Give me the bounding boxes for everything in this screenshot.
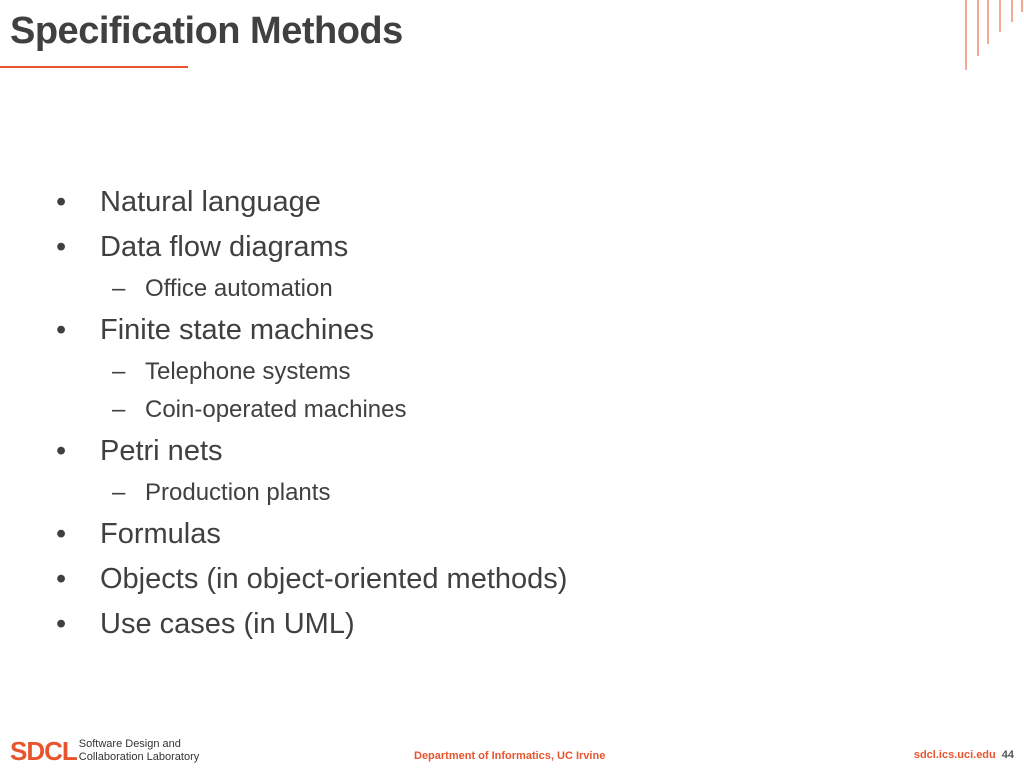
footer-site-url: sdcl.ics.uci.edu bbox=[913, 749, 996, 761]
sub-bullet-item bbox=[56, 353, 567, 391]
dash-marker: – bbox=[112, 479, 126, 506]
bullet-item bbox=[56, 180, 567, 225]
bullet-item bbox=[56, 308, 567, 353]
bullet-marker: • bbox=[56, 186, 67, 218]
bullet-marker: • bbox=[56, 518, 67, 550]
sub-bullet-text: Coin-operated machines bbox=[145, 396, 407, 423]
dash-marker: – bbox=[112, 396, 126, 423]
bullet-text: Finite state machines bbox=[100, 314, 375, 346]
bullet-marker: • bbox=[56, 435, 67, 467]
bullet-marker: • bbox=[56, 231, 67, 263]
title-underline bbox=[0, 66, 188, 68]
bullet-item bbox=[56, 225, 567, 270]
dash-marker: – bbox=[112, 275, 126, 302]
footer-department: Department of Informatics, UC Irvine bbox=[414, 750, 606, 762]
bullet-text: Formulas bbox=[100, 518, 221, 550]
decorative-lines bbox=[954, 0, 1024, 72]
bullet-item bbox=[56, 512, 567, 557]
bullet-text: Use cases (in UML) bbox=[100, 608, 355, 640]
dash-marker: – bbox=[112, 358, 126, 385]
bullet-text: Data flow diagrams bbox=[100, 231, 349, 263]
logo-text bbox=[79, 738, 199, 764]
logo-line-1: Software Design and bbox=[78, 738, 181, 750]
sub-bullet-item bbox=[56, 474, 567, 512]
sub-bullet-text: Telephone systems bbox=[145, 358, 351, 385]
logo-line-2: Collaboration Laboratory bbox=[78, 751, 200, 763]
slide-title: Specification Methods bbox=[10, 10, 403, 52]
bullet-text: Objects (in object-oriented methods) bbox=[100, 563, 568, 595]
sdcl-logo bbox=[10, 735, 199, 767]
bullet-marker: • bbox=[56, 314, 67, 346]
bullet-item bbox=[56, 602, 567, 647]
footer-right bbox=[914, 749, 1014, 761]
sub-bullet-text: Production plants bbox=[145, 479, 331, 506]
bullet-marker: • bbox=[56, 608, 67, 640]
bullet-list bbox=[56, 180, 567, 647]
logo-mark: SDCL bbox=[10, 736, 77, 766]
sub-bullet-item bbox=[56, 391, 567, 429]
sub-bullet-text: Office automation bbox=[145, 275, 333, 302]
page-number: 44 bbox=[1001, 749, 1014, 761]
bullet-text: Petri nets bbox=[100, 435, 223, 467]
bullet-item bbox=[56, 557, 567, 602]
bullet-marker: • bbox=[56, 563, 67, 595]
bullet-item bbox=[56, 429, 567, 474]
bullet-text: Natural language bbox=[100, 186, 321, 218]
sub-bullet-item bbox=[56, 270, 567, 308]
